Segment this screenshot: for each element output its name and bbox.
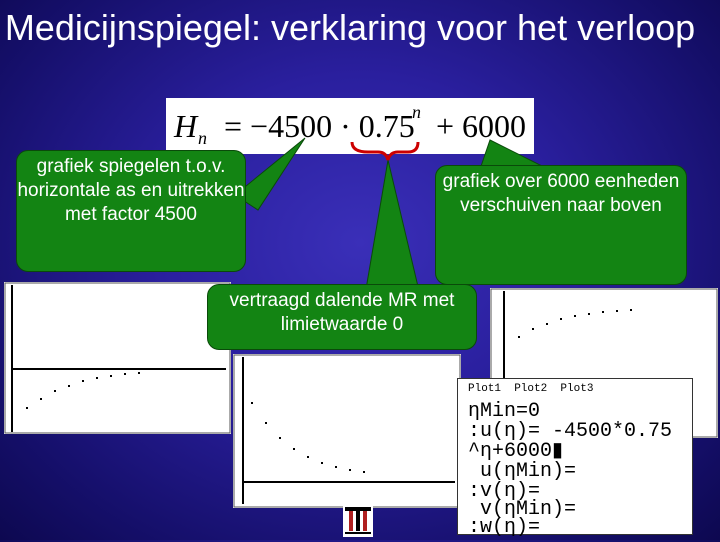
- formula-constant: + 6000: [436, 108, 527, 144]
- formula-subscript: n: [198, 128, 207, 148]
- formula-exponent: n: [412, 102, 421, 122]
- calculator-sequence-editor: [457, 378, 693, 539]
- graph-left: [4, 282, 231, 434]
- brace-icon: [352, 142, 418, 160]
- callout-right: grafiek over 6000 eenheden verschuiven naar boven: [435, 165, 687, 285]
- calculator-line-7: :w(η)=: [468, 516, 541, 539]
- calculator-line-2: :u(η)= -4500*0.75: [468, 420, 673, 443]
- callout-left: grafiek spiegelen t.o.v. horizontale as en uitrekken met factor 4500: [16, 150, 246, 272]
- graph-screen-middle: [233, 354, 461, 508]
- calculator-line-6: v(ηMin)=: [468, 498, 577, 521]
- logo-icon: [343, 505, 373, 537]
- graph-screen-left: [4, 282, 231, 434]
- calculator-plot-menu: Plot1 Plot2 Plot3: [468, 383, 594, 395]
- slide-title: Medicijnspiegel: verklaring voor het verloop: [4, 7, 696, 48]
- calculator-line-4: u(ηMin)=: [468, 460, 577, 483]
- callout-middle: vertraagd dalende MR met limietwaarde 0: [207, 284, 477, 350]
- calculator-line-5: :v(η)=: [468, 480, 541, 503]
- calculator-line-3: ^η+6000▮: [468, 440, 564, 463]
- formula-main: = −4500 · 0.75: [224, 108, 415, 144]
- formula-lhs: H: [174, 108, 198, 144]
- calculator-line-1: ηMin=0: [468, 400, 541, 423]
- graph-middle: [233, 354, 461, 508]
- middle-pointer: [365, 160, 420, 295]
